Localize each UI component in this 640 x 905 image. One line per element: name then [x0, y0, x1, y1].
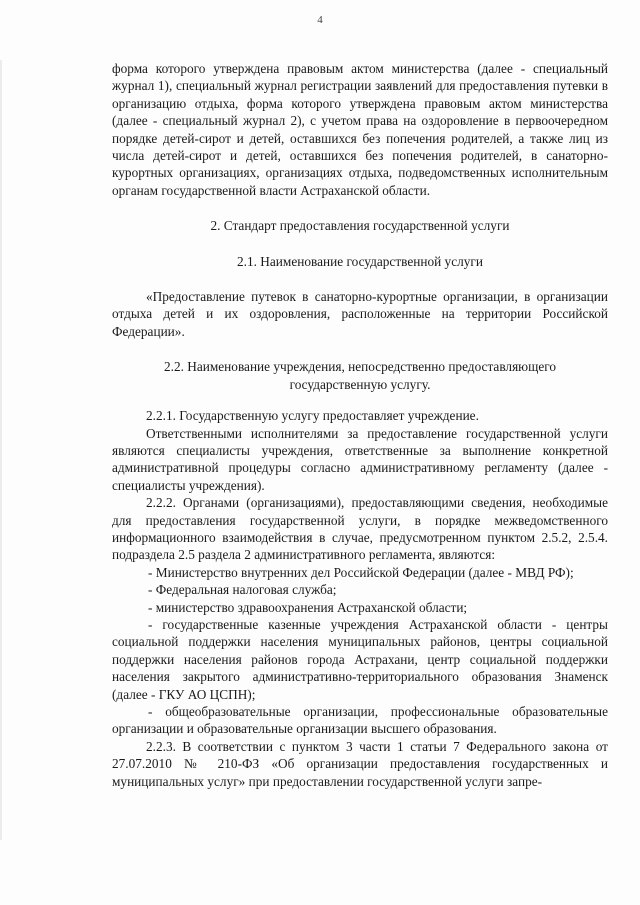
paragraph-2-2-2: 2.2.2. Органами (организациями), предоставляющими сведения, необходимые для предоставления государственной услуги, в порядке межведомственного информационного взаимодействия в случае, предусмотренном пунктом 2.5.2, 2.5.4. подраздела 2.5 раздела 2 административного регламента, являются: [112, 495, 608, 563]
paragraph-2-2-1: 2.2.1. Государственную услугу предоставляет учреждение. [146, 408, 479, 424]
list-item-education-orgs: - общеобразовательные организации, профессиональные образовательные организации и образовательные организации высшего образования. [112, 704, 608, 737]
paragraph-journal-forms: форма которого утверждена правовым актом министерства (далее - специальный журнал 1), специальный журнал регистрации заявлений для предоставления путевки в организацию отдыха, форма которого утверждена правовым актом министерства (далее - специальный журнал 2), с учетом права на оздоровление в первоочередном порядке детей-сирот и детей, оставшихся без попечения родителей, а также лиц из числа детей-сирот и детей, оставшихся без попечения родителей, в санаторно-курортных организациях, организациях отдыха, подведомственных исполнительным органам государственной власти Астраханской области. [112, 61, 608, 198]
page-body [112, 60, 608, 790]
binding-edge [0, 60, 2, 840]
list-item-social-centers: - государственные казенные учреждения Астраханской области - центры социальной поддержки населения муниципальных районов, центры социальной поддержки населения районов города Астрахани, центр социальной поддержки населения закрытого административно-территориального образования Знаменск (далее - ГКУ АО ЦСПН); [112, 616, 608, 702]
section-heading-2: 2. Стандарт предоставления государственной услуги [210, 218, 510, 234]
paragraph-service-name: «Предоставление путевок в санаторно-курортные организации, в организации отдыха детей и их оздоровления, расположенные на территории Российской Федерации». [112, 289, 608, 339]
list-item-tax-service: - Федеральная налоговая служба; [148, 582, 337, 598]
paragraph-2-2-3: 2.2.3. В соответствии с пунктом 3 части 1 статьи 7 Федерального закона от 27.07.2010 № 210-ФЗ «Об организации предоставления государственных и муниципальных услуг» при предоставлении государственной услуги запре- [112, 738, 608, 789]
page-number: 4 [317, 14, 323, 26]
paragraph-responsible-executors: Ответственными исполнителями за предоставление государственной услуги являются специалисты учреждения, ответственные за выполнение конкретной административной процедуры согласно административному регламенту (далее - специалисты учреждения). [112, 425, 608, 493]
list-item-health-ministry: - министерство здравоохранения Астраханской области; [148, 599, 468, 615]
list-item-mvd: - Министерство внутренних дел Российской Федерации (далее - МВД РФ); [148, 564, 574, 580]
subsection-heading-2-1: 2.1. Наименование государственной услуги [237, 253, 483, 269]
subsection-heading-2-2: 2.2. Наименование учреждения, непосредственно предоставляющего государственную услугу. [163, 359, 557, 392]
